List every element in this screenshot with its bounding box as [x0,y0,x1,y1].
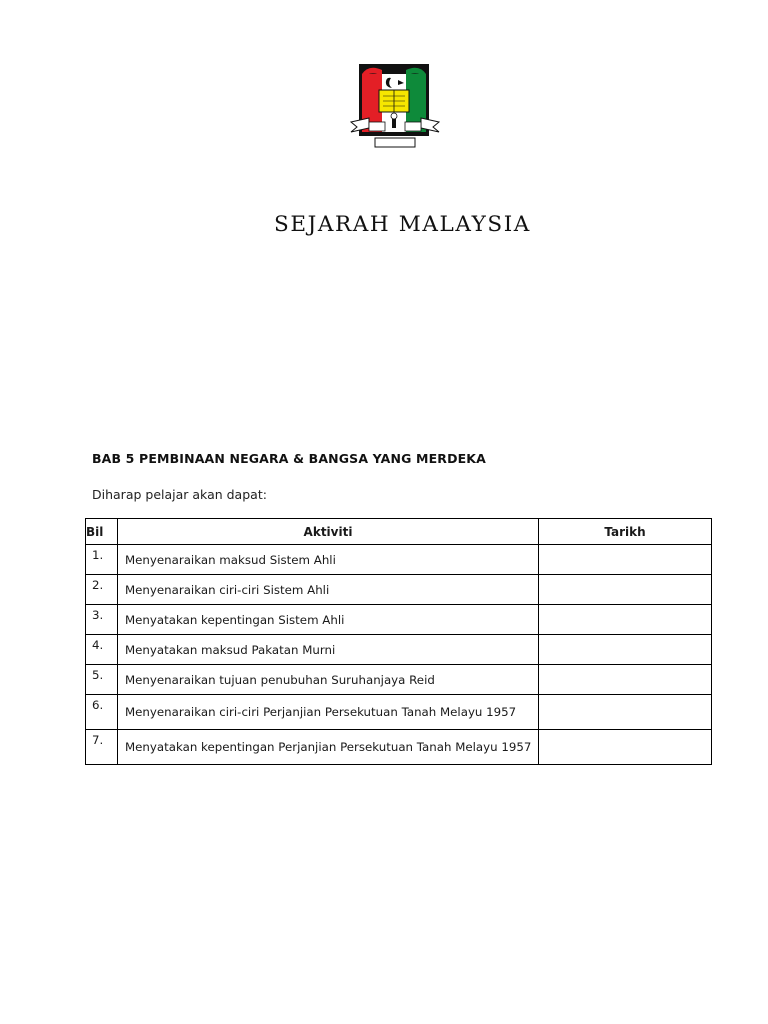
column-header-tarikh: Tarikh [539,519,712,545]
intro-text: Diharap pelajar akan dapat: [92,487,267,502]
row-activity: Menyenaraikan tujuan penubuhan Suruhanjaya Reid [118,665,539,695]
row-number: 3. [86,605,118,635]
school-crest-logo [349,62,441,150]
row-number: 6. [86,695,118,730]
table-row [86,605,712,635]
table-row [86,635,712,665]
row-activity: Menyenaraikan ciri-ciri Perjanjian Persekutuan Tanah Melayu 1957 [118,695,539,730]
table-row [86,665,712,695]
row-number: 7. [86,730,118,765]
chapter-heading: BAB 5 PEMBINAAN NEGARA & BANGSA YANG MERDEKA [92,451,486,466]
row-activity: Menyenaraikan maksud Sistem Ahli [118,545,539,575]
row-date-cell[interactable] [539,635,712,665]
row-number: 2. [86,575,118,605]
row-date-cell[interactable] [539,605,712,635]
column-header-bil: Bil [86,519,118,545]
row-number: 1. [86,545,118,575]
row-date-cell[interactable] [539,730,712,765]
column-header-aktiviti: Aktiviti [118,519,539,545]
table-header-row [86,519,712,545]
row-activity: Menyatakan kepentingan Sistem Ahli [118,605,539,635]
page-title: SEJARAH MALAYSIA [274,212,531,237]
row-number: 4. [86,635,118,665]
school-crest-emblem [349,62,441,150]
row-activity: Menyenaraikan ciri-ciri Sistem Ahli [118,575,539,605]
table-row [86,575,712,605]
table-row [86,695,712,730]
row-date-cell[interactable] [539,545,712,575]
row-number: 5. [86,665,118,695]
row-activity: Menyatakan maksud Pakatan Murni [118,635,539,665]
table-row [86,730,712,765]
row-date-cell[interactable] [539,665,712,695]
activities-table [85,518,712,765]
table-row [86,545,712,575]
row-activity: Menyatakan kepentingan Perjanjian Persekutuan Tanah Melayu 1957 [118,730,539,765]
row-date-cell[interactable] [539,575,712,605]
row-date-cell[interactable] [539,695,712,730]
